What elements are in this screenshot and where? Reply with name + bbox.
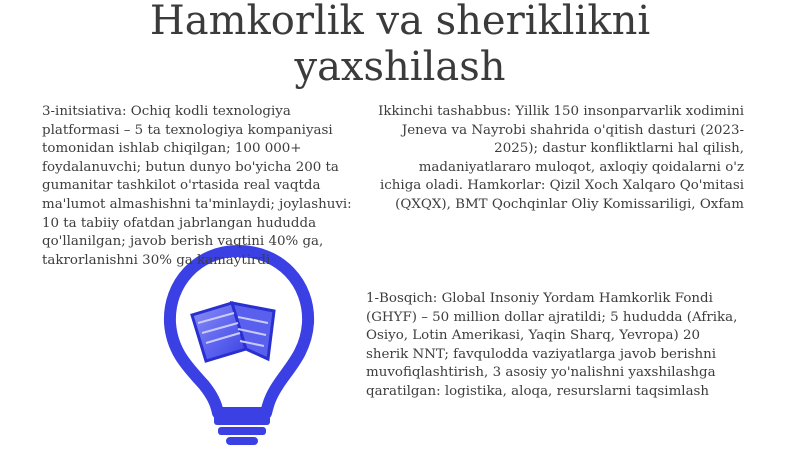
slide-title: [0, 0, 800, 90]
book-icon: [192, 303, 274, 361]
lightbulb-with-book-icon: [150, 245, 330, 449]
initiative-3-text: 3-initsiativa: Ochiq kodli texnologiya platformasi – 5 ta texnologiya kompaniyasi tomonidan ishlab chiqilgan; 100 000+ foydalanuvchi; butun dunyo bo'yicha 200 ta gumanitar tashkilot o'rtasida real vaqtda ma'lumot almashishni ta'minlaydi; joylashuvi: 10 ta tabiiy ofatdan jabrlangan hududda qo'llanilgan; javob berish vaqtini 40% ga, takrorlanishni 30% ga kamaytirdi: [42, 104, 352, 268]
slide-title-line-1: Hamkorlik va sheriklikni: [149, 0, 651, 44]
initiative-2-text: Ikkinchi tashabbus: Yillik 150 insonparvarlik xodimini Jeneva va Nayrobi shahrida o'qitish dasturi (2023-2025); dastur konfliktlarni hal qilish, madaniyatlararo muloqot, axloqiy qoidalarni o'z ichiga oladi. Hamkorlar: Qizil Xoch Xalqaro Qo'mitasi (QXQX), BMT Qochqinlar Oliy Komissariligi, Oxfam: [378, 104, 744, 212]
bulb-base: [214, 415, 270, 445]
slide-title-line-2: yaxshilash: [294, 44, 506, 90]
stage-1-text: 1-Bosqich: Global Insoniy Yordam Hamkorlik Fondi (GHYF) – 50 million dollar ajratildi; 5 hududda (Afrika, Osiyo, Lotin Amerikasi, Yaqin Sharq, Yevropa) 20 sherik NNT; favqulodda vaziyatlarga javob berishni muvofiqlashtirish, 3 asosiy yo'nalishni yaxshilashga qaratilgan: logistika, aloqa, resurslarni taqsimlash: [366, 291, 738, 399]
